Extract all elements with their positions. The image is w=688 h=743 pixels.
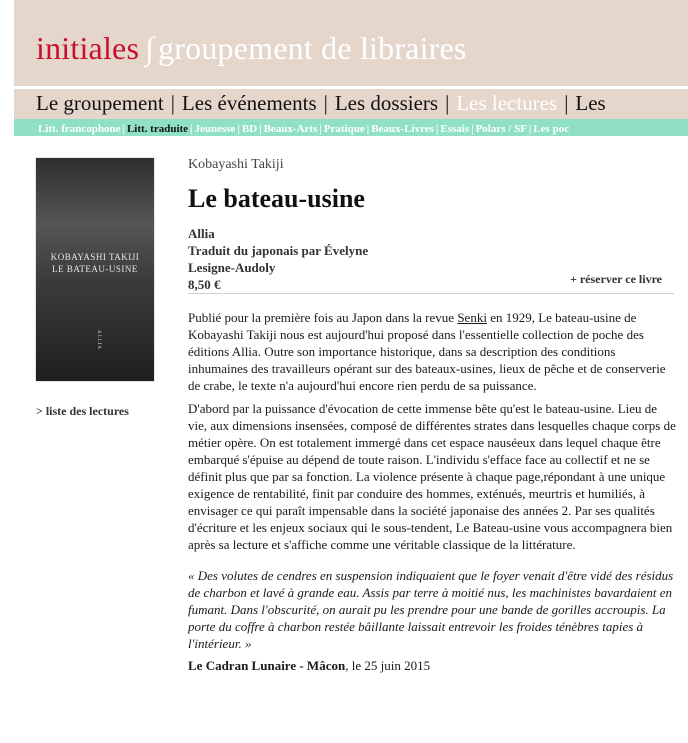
subnav-separator: | xyxy=(366,123,370,135)
review-text: en 1929, Le bateau-usine de Kobayashi Takiji nous est aujourd'hui proposé dans l'essentielle collection de poche des éditions Allia. Outre son importance historique, dans sa description des conditions inhumaines des travailleurs opérant sur des bateaux-usines, lieux de pêche et de conserverie de crabe, le texte n'a aujourd'hui encore rien perdu de sa puissance. xyxy=(188,310,666,393)
subnav-item-les-poches[interactable]: Les poc xyxy=(533,123,570,135)
main-navigation xyxy=(14,86,688,119)
subnav-separator: | xyxy=(319,123,322,135)
nav-separator: | xyxy=(445,91,450,115)
brand-tagline: groupement de libraires xyxy=(158,30,467,66)
book-price: 8,50 € xyxy=(188,277,221,292)
book-meta xyxy=(188,225,438,293)
subnav-separator: | xyxy=(237,123,240,135)
senki-link[interactable]: Senki xyxy=(457,310,487,325)
subnav-separator: | xyxy=(259,123,262,135)
subnav-item-pratique[interactable]: Pratique xyxy=(323,123,365,135)
cover-author: KOBAYASHI TAKIJI xyxy=(50,252,140,262)
content-divider xyxy=(188,293,674,294)
reserve-book-link[interactable]: + réserver ce livre xyxy=(570,272,663,286)
subnav-item-beaux-livres[interactable]: Beaux-Livres xyxy=(371,123,434,135)
brand-name: initiales xyxy=(36,30,140,66)
cover-title: LE BATEAU-USINE xyxy=(52,264,138,274)
nav-item-les[interactable]: Les xyxy=(575,91,606,115)
book-title: Le bateau-usine xyxy=(188,184,365,213)
review-source xyxy=(188,658,430,674)
subnav-separator: | xyxy=(528,123,532,135)
back-to-list-link[interactable]: > liste des lectures xyxy=(36,404,129,418)
review-paragraph-2: D'abord par la puissance d'évocation de cette immense bête qu'est le bateau-usine. Lieu de vie, aux dimensions insensées, composé de différentes strates dans lesquelles chaque corps de métier opère. On est totalement immergé dans cet espace nauséeux dans lequel chaque être embarqué s'épuise au dépend de toute raison. L'individu s'efface face au collectif et ne se définit plus que par sa fonction. La violence présente à chaque page,répondant à une unique exigence de rentabilité, finit par conduire des hommes, exténués, meurtris et humiliés, à envisager ce qui paraît impensable dans la société japonaise des années 2. Par ses qualités d'écriture et les enjeux sociaux qui le sous-tendent, Le Bateau-usine vous accompagnera bien après sa lecture et s'affiche comme une véritable classique de la littérature. xyxy=(188,401,676,552)
nav-item-lectures[interactable]: Les lectures xyxy=(456,91,558,115)
subnav-separator: | xyxy=(190,123,193,135)
subnav-separator: | xyxy=(435,123,439,135)
cover-publisher: ALLIA xyxy=(96,330,101,350)
subnav-item-bd[interactable]: BD xyxy=(241,123,258,135)
subnav-item-jeunesse[interactable]: Jeunesse xyxy=(194,123,236,135)
subnav-separator: | xyxy=(471,123,474,135)
review-paragraph-1 xyxy=(188,309,676,394)
nav-separator: | xyxy=(564,91,569,115)
nav-item-dossiers[interactable]: Les dossiers xyxy=(334,91,439,115)
subnav-item-beaux-arts[interactable]: Beaux-Arts xyxy=(263,123,318,135)
subnav-item-polars-sf[interactable]: Polars / SF xyxy=(475,123,527,135)
nav-separator: | xyxy=(323,91,328,115)
bookstore-name: Le Cadran Lunaire - Mâcon xyxy=(188,658,346,673)
nav-item-groupement[interactable]: Le groupement xyxy=(36,91,164,115)
review-date: , le 25 juin 2015 xyxy=(345,658,431,673)
book-quote: « Des volutes de cendres en suspension indiquaient que le foyer venait d'être vidé des résidus de charbon et lavé à grande eau. Assis par terre à moitié nus, les machinistes bavardaient en fumant. Dans l'obscurité, on aurait pu les prendre pour une bande de gorilles accroupis. La porte du coffre à charbon restée bâillante laissait entrevoir les froides ténèbres tapies à l'intérieur. » xyxy=(188,568,674,651)
category-navigation xyxy=(14,119,688,136)
book-cover xyxy=(36,158,154,381)
brand-separator: ∫ xyxy=(145,30,155,66)
subnav-separator: | xyxy=(122,123,125,135)
review-text: Publié pour la première fois au Japon dans la revue xyxy=(188,310,458,325)
book-translation-line1: Traduit du japonais par Évelyne xyxy=(188,243,369,258)
site-header xyxy=(14,0,688,86)
book-translation-line2: Lesigne-Audoly xyxy=(188,260,276,275)
subnav-item-litt-traduite[interactable]: Litt. traduite xyxy=(126,123,189,135)
nav-separator: | xyxy=(170,91,175,115)
book-author: Kobayashi Takiji xyxy=(188,157,284,172)
book-publisher: Allia xyxy=(188,226,215,241)
site-logo[interactable] xyxy=(36,30,467,67)
subnav-item-essais[interactable]: Essais xyxy=(440,123,470,135)
subnav-item-litt-francophone[interactable]: Litt. francophone xyxy=(38,123,121,135)
nav-item-evenements[interactable]: Les événements xyxy=(181,91,317,115)
